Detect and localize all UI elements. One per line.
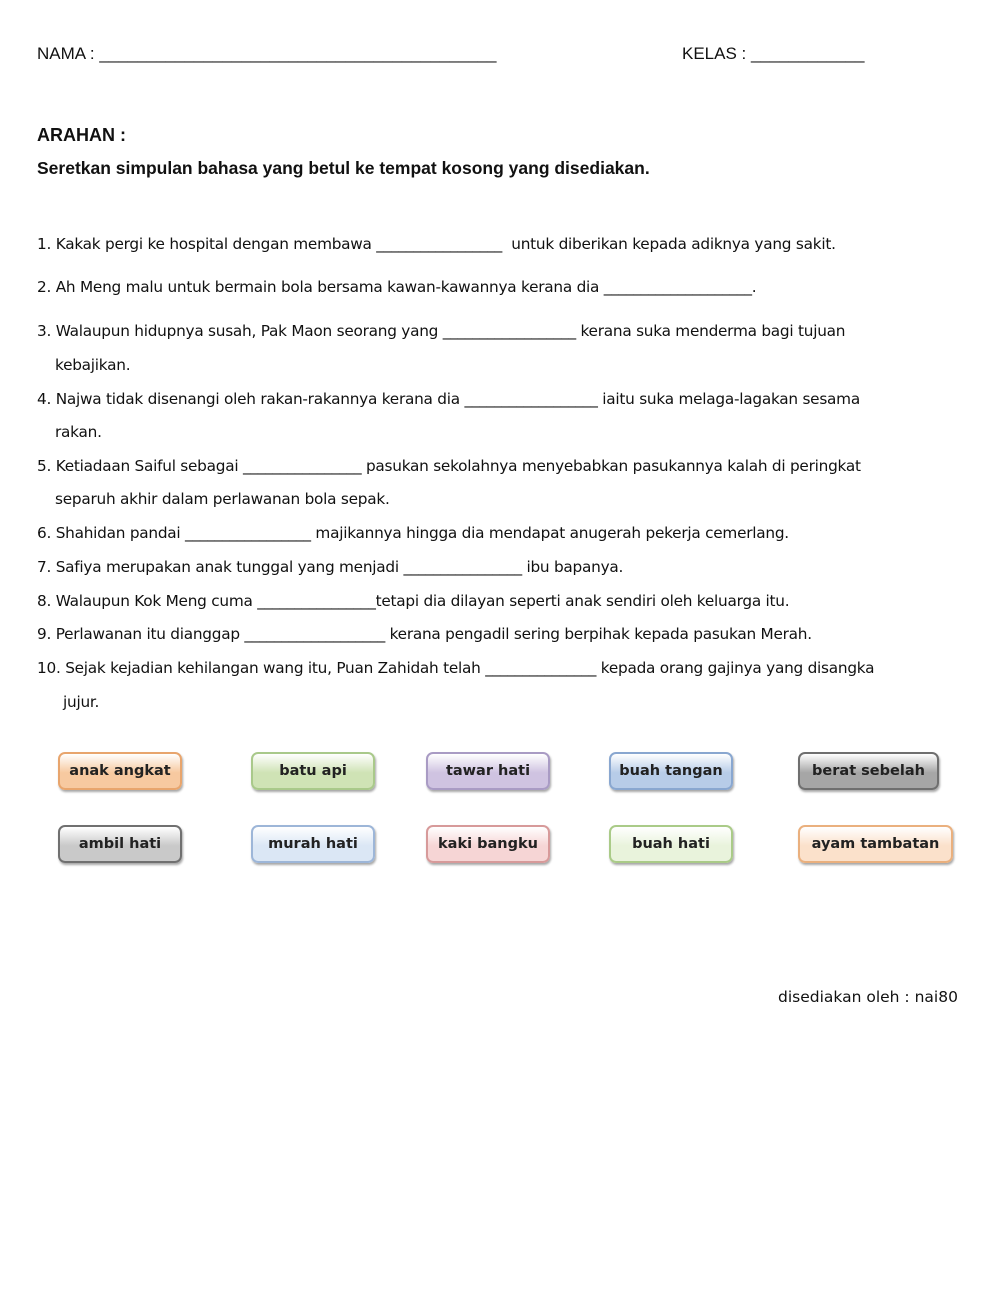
option-chip[interactable]: kaki bangku — [426, 825, 550, 863]
option-chip[interactable]: tawar hati — [426, 752, 550, 790]
instruction-text: Seretkan simpulan bahasa yang betul ke tempat kosong yang disediakan. — [37, 158, 650, 178]
question-6: 6. Shahidan pandai _________________ majikannya hingga dia mendapat anugerah pekerja cemerlang. — [37, 524, 789, 542]
question-2: 2. Ah Meng malu untuk bermain bola bersama kawan-kawannya kerana dia ____________________. — [37, 278, 757, 296]
footer-credit: disediakan oleh : nai80 — [778, 988, 958, 1006]
arahan-title: ARAHAN : — [37, 125, 126, 145]
question-4-cont: rakan. — [55, 423, 102, 441]
question-7: 7. Safiya merupakan anak tunggal yang menjadi ________________ ibu bapanya. — [37, 558, 624, 576]
question-3-cont: kebajikan. — [55, 356, 131, 374]
option-chip[interactable]: batu api — [251, 752, 375, 790]
option-chip[interactable]: ambil hati — [58, 825, 182, 863]
option-chip[interactable]: ayam tambatan — [798, 825, 953, 863]
option-chip[interactable]: buah tangan — [609, 752, 733, 790]
question-3: 3. Walaupun hidupnya susah, Pak Maon seorang yang __________________ kerana suka menderma bagi tujuan — [37, 322, 846, 340]
question-9: 9. Perlawanan itu dianggap ___________________ kerana pengadil sering berpihak kepada pasukan Merah. — [37, 625, 812, 643]
option-chip[interactable]: murah hati — [251, 825, 375, 863]
question-5: 5. Ketiadaan Saiful sebagai ________________ pasukan sekolahnya menyebabkan pasukannya kalah di peringkat — [37, 457, 861, 475]
option-chip[interactable]: berat sebelah — [798, 752, 939, 790]
question-5-cont: separuh akhir dalam perlawanan bola sepak. — [55, 490, 390, 508]
question-10: 10. Sejak kejadian kehilangan wang itu, Puan Zahidah telah _______________ kepada orang gajinya yang disangka — [37, 659, 875, 677]
question-1: 1. Kakak pergi ke hospital dengan membawa _________________ untuk diberikan kepada adiknya yang sakit. — [37, 235, 836, 253]
kelas-field: KELAS : ____________ — [682, 44, 865, 63]
nama-field: NAMA : __________________________________________ — [37, 44, 497, 63]
option-chip[interactable]: anak angkat — [58, 752, 182, 790]
question-10-cont: jujur. — [63, 693, 100, 711]
option-chip[interactable]: buah hati — [609, 825, 733, 863]
question-4: 4. Najwa tidak disenangi oleh rakan-rakannya kerana dia __________________ iaitu suka melaga-lagakan sesama — [37, 390, 860, 408]
question-8: 8. Walaupun Kok Meng cuma ________________tetapi dia dilayan seperti anak sendiri oleh keluarga itu. — [37, 592, 790, 610]
